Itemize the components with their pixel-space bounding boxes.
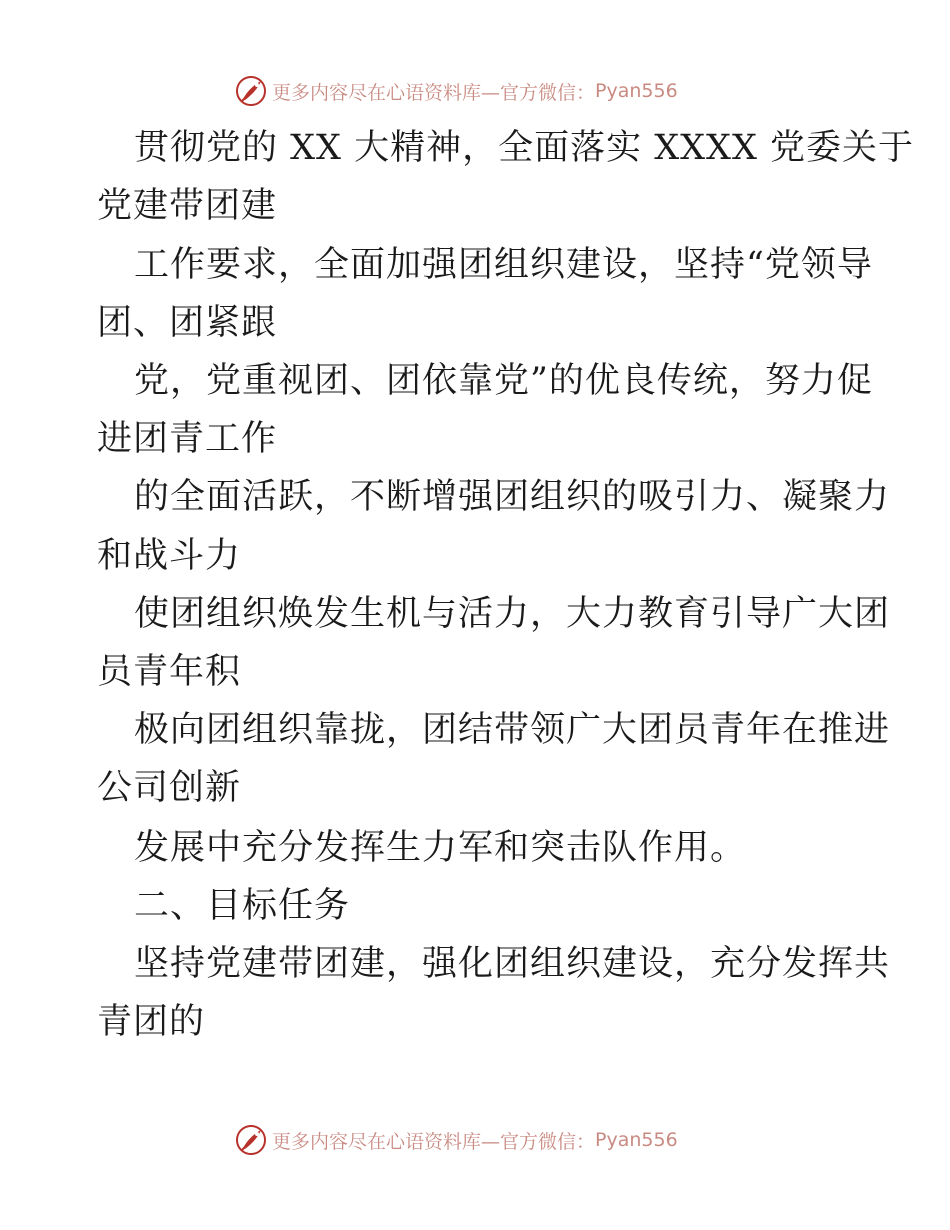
text-line: 进团青工作 xyxy=(97,419,278,459)
text-line: 的全面活跃，不断增强团组织的吸引力、凝聚力 xyxy=(134,477,891,517)
text-line: 团、团紧跟 xyxy=(97,303,278,343)
text-line: 发展中充分发挥生力军和突击队作用。 xyxy=(134,828,747,868)
section-heading: 二、目标任务 xyxy=(134,886,351,926)
feather-pen-logo-icon xyxy=(234,74,268,108)
text-line: 使团组织焕发生机与活力，大力教育引导广大团 xyxy=(134,594,891,634)
text-line: 员青年积 xyxy=(97,652,242,692)
text-line: 党，党重视团、团依靠党”的优良传统，努力促 xyxy=(134,361,873,401)
text-line: 工作要求，全面加强团组织建设，坚持“党领导 xyxy=(134,245,873,285)
text-line: 党建带团建 xyxy=(97,186,278,226)
feather-pen-logo-icon xyxy=(234,1123,268,1157)
text-line: 坚持党建带团建，强化团组织建设，充分发挥共 xyxy=(134,944,891,984)
footer-watermark-banner xyxy=(234,1122,714,1158)
header-watermark-banner xyxy=(234,73,714,109)
text-line: 和战斗力 xyxy=(97,536,242,576)
banner-site-text: 更多内容尽在心语资料库—官方微信： xyxy=(272,1130,596,1153)
text-line: 极向团组织靠拢，团结带领广大团员青年在推进 xyxy=(134,710,891,750)
text-line: 青团的 xyxy=(97,1002,206,1042)
text-line: 贯彻党的 XX 大精神，全面落实 XXXX 党委关于 xyxy=(134,128,915,168)
banner-wechat-id: Pyan556 xyxy=(595,1129,678,1151)
banner-wechat-id: Pyan556 xyxy=(595,80,678,102)
banner-site-text: 更多内容尽在心语资料库—官方微信： xyxy=(272,81,596,104)
text-line: 公司创新 xyxy=(97,768,242,808)
